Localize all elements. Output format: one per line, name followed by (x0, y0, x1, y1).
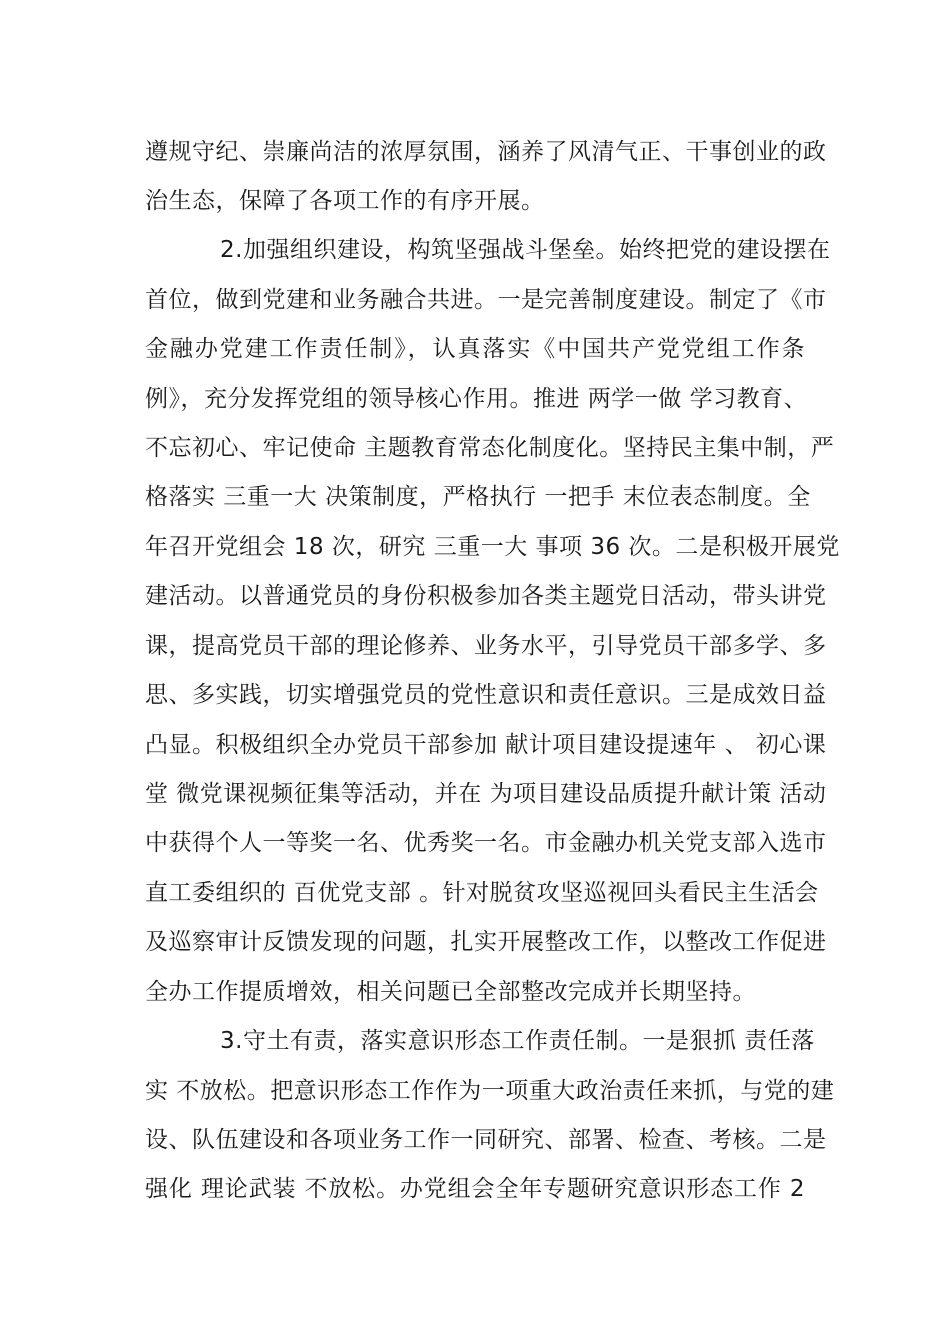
text-line: 实 不放松。把意识形态工作作为一项重大政治责任来抓，与党的建 (145, 1078, 835, 1104)
text-line: 2.加强组织建设，构筑坚强战斗堡垒。始终把党的建设摆在 (220, 237, 831, 263)
text-line: 不忘初心、牢记使命 主题教育常态化制度化。坚持民主集中制，严 (145, 435, 835, 461)
text-line: 3.守土有责，落实意识形态工作责任制。一是狠抓 责任落 (220, 1028, 815, 1054)
text-line: 格落实 三重一大 决策制度，严格执行 一把手 末位表态制度。全 (145, 484, 811, 510)
text-line: 中获得个人一等奖一名、优秀奖一名。市金融办机关党支部入选市 (145, 830, 827, 856)
text-line: 课，提高党员干部的理论修养、业务水平，引导党员干部多学、多 (145, 633, 827, 659)
text-line: 例》，充分发挥党组的领导核心作用。推进 两学一做 学习教育、 (145, 386, 808, 412)
text-line: 全办工作提质增效，相关问题已全部整改完成并长期坚持。 (145, 979, 756, 1005)
text-line: 堂 微党课视频征集等活动，并在 为项目建设品质提升献计策 活动 (145, 781, 827, 807)
text-line: 思、多实践，切实增强党员的党性意识和责任意识。三是成效日益 (145, 682, 827, 708)
text-line: 首位，做到党建和业务融合共进。一是完善制度建设。制定了《市 (145, 287, 827, 313)
text-line: 凸显。积极组织全办党员干部参加 献计项目建设提速年 、 初心课 (145, 732, 827, 758)
text-line: 设、队伍建设和各项业务工作一同研究、部署、检查、考核。二是 (145, 1127, 827, 1153)
text-line: 遵规守纪、崇廉尚洁的浓厚氛围，涵养了风清气正、干事创业的政 (145, 139, 827, 165)
text-line: 强化 理论武装 不放松。办党组会全年专题研究意识形态工作 2 (145, 1176, 805, 1202)
text-line: 金融办党建工作责任制》，认真落实《中国共产党党组工作条 (145, 336, 805, 362)
text-line: 直工委组织的 百优党支部 。针对脱贫攻坚巡视回头看民主生活会 (145, 880, 819, 906)
text-line: 建活动。以普通党员的身份积极参加各类主题党日活动，带头讲党 (145, 583, 827, 609)
text-line: 治生态，保障了各项工作的有序开展。 (145, 188, 545, 214)
text-line: 年召开党组会 18 次，研究 三重一大 事项 36 次。二是积极开展党 (145, 534, 840, 560)
text-line: 及巡察审计反馈发现的问题，扎实开展整改工作，以整改工作促进 (145, 929, 827, 955)
